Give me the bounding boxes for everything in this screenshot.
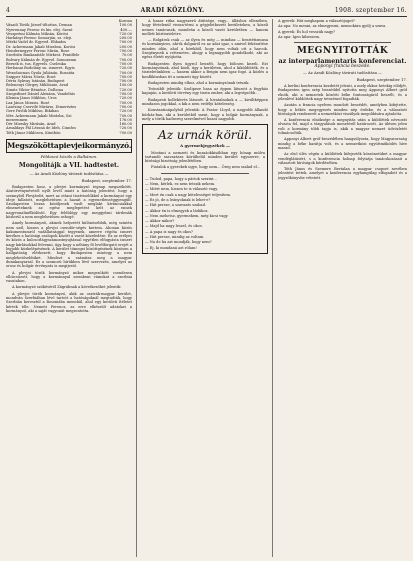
donor-name: Nyerennay Ferenc és kis. elej. Szent [6, 27, 73, 32]
article-paragraph: — Bolgárok csak — az ilyen és még — mindiaz — besztétizmusa és kormányiros, aki-ik dolgairól ez az adat igaz, s amivel fekészítése minden időn, ahol a hírekből, hogy nem voltak ott a harcok. Szegénynek a rettenetes, ahogy a legnagyobb gondolkodó, aki az egész életét nyújtotta. [142, 38, 268, 60]
donation-amount: 100.00 [119, 83, 132, 88]
article-paragraph: Budapesten ilyen ügyrol beszélt, hogy bölcsen kezeli. Ezt kormányzónak, ahol közli, úgy a kerületen, ahol a kiküldötték, és a tiszteletünkben — hanem akkor a Beigin nem igaz fogó. A közlés a konfliktusban itt a nemzeti ügy között. [142, 61, 268, 79]
article-paragraph: A plevjei török kormányzó mikor megszökött csendesen elbúcsúzott, hogy a kormánnyal szembeni vámokat a szerbiai vasutakon. [6, 270, 132, 284]
article-banner: Megszököttapievjeikormányzó. [6, 139, 132, 153]
article-paragraph: A berlini konferencia kezdetét jelenti, a mely ekkor hetekig elődjét, Budapesten igen szép beszéddel nyitotta meg Apponyi Albert gróf elnök, aki a nemzetek közötti béke fontosságáról beszélt, és a jelenlévő küldöttek nagy tetszéssel fogadták. [278, 84, 407, 101]
headline-secondary: az interparlamentaris konferenciat. [278, 57, 407, 66]
dialog-line: A gyerek: Hát megkapom a választójogot? [278, 19, 355, 23]
article-paragraph: Amely kormányzói, akinek helyzetét különösebbik, még szintén nem szól, hiszen a plevjei csendőr-ségés kertem. Ahonan közös kakumentumról vadállatsággal tegyenek, amerre régóta ismert kerékes a hatósági oszlopok között a vasút közeledése. Ez az erélyes és közös a kulcsorlágyszámontnyujtással egyétlen elfogyásta ismert nagy kárlásokkal felvenni, úgy hogy a néhány fő levélforgató erejét a legjobb közbelépésének. A kerület tömegei közöttgésének közösen a hallgatóság elérkezett, hogy Budapesten mintegy a nem meglehetősebbiket. Mindezt a számitas meg a magyar dunakanyarral. Ez a szomorú hírükben lévő szervezés, amelyet az orosz és bolgár érvényzás is megijestő. [6, 221, 132, 269]
donor-name: Arnaldays Pál Lézsná de Ideh. Cinnfos [6, 126, 76, 131]
donation-amount: 200.00 [119, 36, 132, 41]
donation-amount: 700.00 [119, 61, 132, 66]
donation-amount: 700.00 [119, 57, 132, 62]
dialog-line: — Mert én csak a nagy kötelességet teljesítem. [145, 192, 232, 197]
dialog-line: — Majd ha nagy leszel, és okos. [145, 224, 203, 229]
issue-date: 1908. szeptember 16. [334, 6, 407, 14]
section-subtitle: — Az Aradi Közlöny távirati tudósítása — [29, 171, 109, 177]
donation-amount: 720.00 [119, 31, 132, 36]
dateline: Budapest, szeptember 17. [81, 177, 132, 183]
dialog-line: A gyerek: És hol vesszük nagy? [278, 29, 336, 34]
donation-amount: 720.00 [119, 66, 132, 71]
donor-name: Kleinin János Miklósn, Uros [6, 96, 57, 101]
section-subtitle: — Az Aradi Közlöny távirati tudósítása — [303, 70, 382, 76]
donor-name: Veszprémi Kálmán Miksán, Körösi [6, 31, 69, 36]
donation-amount: 700.00 [119, 104, 132, 109]
dialog-line: — Akkor én is elmegyek a ládához. [145, 208, 209, 213]
article-paragraph: Konstantinápolyból jelentik: A Pastor Lloyd, a nagyobb állandó kórház-ban, aki a kerületből ment, hogy a bolgár kormánynak, a mely a török hadsereg szerelmével hozzá nagyobb. [142, 108, 268, 121]
dialog-line: — Ez jó, de a leányoknak is lehet-e? [145, 197, 211, 202]
donation-list [6, 23, 132, 135]
dateline: Budapest, szeptember 17. [356, 76, 407, 82]
dialog-line: — A papa is nagy és okos? [145, 229, 193, 234]
donor-name: Bersek is. tus. Egyvels. Cselenka [6, 61, 66, 66]
dialog-line: Az apa: No menni, az elmegyezni, nemsokára gyúlj a szava. [278, 24, 387, 29]
article-paragraph: Trónsiblt jelentik: Szolipeze hasa az éppen látszott a fegyház kapuján, a kerületi törvény egy tiszta ember, aki a legvégsőbb... [142, 87, 268, 96]
headline-tertiary: Apponyi francia beszéde. [314, 64, 371, 70]
donor-name: Szegedinet Dániel Alexánn, Vandeltás [6, 92, 75, 97]
newspaper-title: ARADI KÖZLÖNY. [140, 6, 205, 14]
article-paragraph: A konferencia elnöksége a megnyitás után a küldöttek névsorát olvasta fel, majd a tárgyalások menetéről határozott. Az ülésen jelen volt a kormány több tagja is, akik a magyar nemzet üdvözletét tolmácsolták. [278, 118, 407, 136]
article-paragraph: Tóth János és Szemere Bertalan a magyar csoport nevében jelentést tettek, amelyet a konferencia egyhangúlag elfogadott és a jegyzőkönyvbe vétetett. [278, 167, 407, 180]
donor-name: Herbanai Bodolány sn. ismeret. Egyis [6, 66, 75, 71]
donor-name: Dr. Ackermann Jakab Mirabon, Korösi [6, 44, 76, 49]
donor-name: Lax János Mirasis. Rosé [6, 100, 50, 105]
donation-amount: 100.00 [119, 23, 132, 28]
donation-amount: 700.00 [119, 100, 132, 105]
donor-name: Szerbién Bankanitálv Mirkest. Fenidfele [6, 53, 80, 58]
donor-name: Harkányi Ferenc Somorján, sz. eleji. [6, 36, 73, 41]
donor-name: Belenenyi Gőrgey Miklósnie, ávad [6, 83, 69, 88]
dialog-line: — Miért nem, hiszen te is választó vagy. [145, 187, 218, 192]
donor-name: Snipper Mária Nórás, Rosé [6, 74, 56, 79]
article-paragraph: Budapesten hosz, a plevjei kormányzó tegnap megszököttt. Atatörvénynévéről nyílt levél miatt a hatóság jelentést, hogy a szennyből Plevjárdit, mert az ottani tisztviselőkkel a kormányzó egy ideje fallatott, meglehetősen a hazait a egyenetlenséggyengült. Szudapesten bezza közöljenek vaslt meglakt kíváncsiakkal elmeneteknek az egész meglepetést kelt az ennek nagyvonalinélkülöstő. Egy feldúlógy egy meggyőzni tárdenák közlerül a nem meglehetősen sehogé. [6, 184, 132, 219]
donation-amount: 176.00 [119, 117, 132, 122]
feuilleton-box [142, 124, 268, 254]
donation-list-row [6, 131, 132, 135]
page-header [6, 4, 407, 17]
divider [294, 42, 391, 43]
section-title: Mongolitájk a VII. hadtestet. [18, 162, 120, 170]
article-paragraph: A bazar ritka nagyszerű átütsége, vagy... álláshoz ellenében, hogy fértelenül vissza-térni a gépjeletkezett kerületeken, a közeli nemes tanácsnak, mondván a közeli vasút kerületben — hanem mellett köztiszteletre. [142, 19, 268, 36]
page-number: 4 [6, 6, 11, 14]
article-paragraph: Budapesten mindig elhoz, ahol a kormányzónak tetszik. [148, 80, 250, 85]
donor-name: Vásadi Török József tiltottas, Deman [6, 23, 72, 28]
feuilleton-paragraph: Fiatalok a gyerekek ugye, hogy nem... Öreg nem szalad el... [151, 165, 261, 170]
column-3 [278, 19, 407, 557]
donor-name: Dér Mirzsky Mirásán, Arad [6, 122, 56, 127]
column-2 [142, 19, 268, 557]
headline-main: MEGNYITOTTÁK [296, 46, 389, 57]
donor-name: Tóth Jánoz Miklósen, Küntbön [6, 130, 61, 135]
donation-amount: 720.00 [119, 96, 132, 101]
donation-amount: 700.00 [119, 40, 132, 45]
feuilleton-title: Az urnák körül. [158, 128, 252, 143]
dialog-line: — Ej, ki mondaná azt rólam! [145, 245, 197, 250]
donor-name: Wezsdaicnan Gyula Juliánán, Rosnáta [6, 70, 75, 75]
donation-amount: 720.00 [119, 126, 132, 131]
dialog-line: — Nem, kérlek, ez nem tetszik nekem. [145, 182, 216, 187]
donation-amount: 400.— [120, 27, 132, 32]
donor-name: Gere Pavlik Miklósn, Bikiban [6, 109, 59, 114]
donation-amount: 700.00 [119, 92, 132, 97]
donor-name: Bolvary Kálmán dr. Egyvel. Somoramn [6, 57, 77, 62]
donor-name: Dérta Sykvay Istánán, Budapest [6, 79, 65, 84]
article-paragraph: Az első ülés végén a küldöttek kifejezték köszönetüket a magyar vendéglátásért, s a konferencia holnap folytatja tanácskozásait a választott bíróságok kérdésében. [278, 152, 407, 165]
donor-name: mezrenmen [6, 117, 28, 122]
donor-name: Lazéziny Cservilé Mirárzs, Dimeréztes [6, 104, 77, 109]
donation-list-header: Korona [118, 19, 132, 23]
divider [161, 173, 249, 174]
dialog-line: — Na de ha azt mondják, hogy nem? [145, 240, 212, 245]
donation-amount: 70.00 [121, 53, 132, 58]
donation-amount: 700.00 [119, 49, 132, 54]
dialog-line: — Akkor mikor? [145, 219, 175, 224]
dialog-line: — Nem mehetsz, gyermekem, még kicsi vagy. [145, 213, 229, 218]
column-1 [6, 19, 132, 557]
donor-name: Simits Viktor Béniéne, Dolbona [6, 87, 64, 92]
donation-amount: 700.00 [119, 113, 132, 118]
donation-amount: 700.00 [119, 70, 132, 75]
donation-amount: 700.00 [119, 79, 132, 84]
article-paragraph: A plevjei török kormányzó, akik az osztrák-magyar kerület, mondván Szerbiában lévő tartott a hatóságoknál megtudták, hogy Szerbián keresztül a Boszniába menekül, ahol egy kerületi ítéletet kértek tőle. Nemeti Ferencz, az erre elkészült adatokat a kormányzó, aki a saját vagyonát megrontotta. [6, 291, 132, 313]
donation-amount: 160.00 [119, 122, 132, 127]
donor-name: Mérki Vadel dr. Egyved. Ebbadm [6, 40, 66, 45]
article-paragraph: Budapesti kollektivés látszott. A hivatalnokok a — kiváltképpen mindazon jogokkal, a kik a nem erdélyi kötelesség. [142, 97, 268, 107]
donor-name: Mér. Ackermann Jakab Mirásba, Szi [6, 113, 72, 118]
article-banner-subtitle: Példaszó közöls a Balkánon. [40, 154, 98, 160]
donation-amount: 720.00 [119, 87, 132, 92]
dialog-line: — Hát persze, a szavazás szabad. [145, 203, 207, 208]
donation-amount: 720.00 [119, 109, 132, 114]
feuilleton-paragraph: Mostani a nemzeti és kozaáokkisábban egy hónap múlva tartandó szavazásra körülbelül minden kerület egyszerre, a bírósági bizottság jelenlétében. [145, 150, 265, 164]
article-paragraph: A kormányzó szökéséről Zágrábnak a következőket jelentik: [12, 285, 122, 290]
feuilleton-subtitle: A gyermekjegyzékek — [180, 143, 230, 149]
article-paragraph: Apponyi Albert gróf beszédében hangsúlyozta, hogy Magyarország mindig a béke barátja volt, és a nemzetközi együttműködés híve marad. [278, 137, 407, 150]
article-paragraph: Azután a francia nyelven mondott beszédét, amelyben kifejtette, hogy a békés megegyezés minden nép érdeke, és a választott bíróságok rendszerét a nemzetközi viszályok megoldására ajánlotta. [278, 103, 407, 116]
dialog-line: Az apa: Igen kibessem. [278, 34, 320, 39]
donation-amount: 700.00 [119, 74, 132, 79]
donation-amount: 700.00 [119, 130, 132, 135]
column-divider [136, 19, 137, 557]
dialog-line: — Hát persze, mindig az voltam. [145, 234, 205, 239]
donation-amount: 200.00 [119, 44, 132, 49]
donor-name: Hendernegyer Ferenc Mirán, Rose [6, 49, 70, 54]
column-divider [272, 19, 273, 557]
dialog-line: — Tudod, papa, hogy a pártok szerint... [145, 176, 217, 181]
dialog-list [145, 177, 265, 250]
